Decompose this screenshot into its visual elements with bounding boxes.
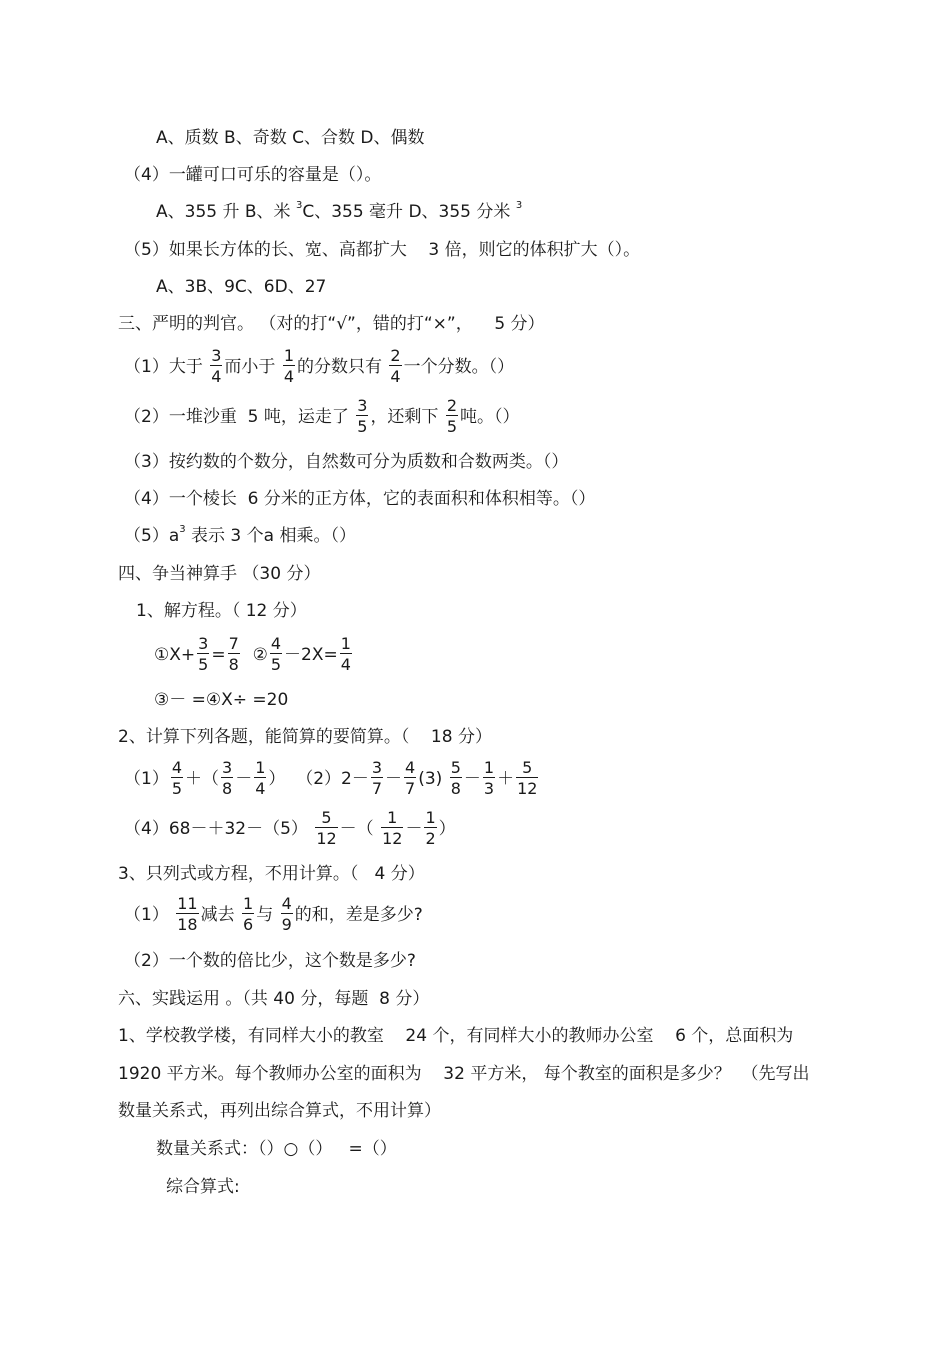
fraction xyxy=(176,895,198,933)
fraction-bar xyxy=(371,777,383,778)
fraction-bar xyxy=(270,653,282,654)
fraction xyxy=(424,809,436,847)
numerator: 4 xyxy=(171,758,183,777)
denominator: 5 xyxy=(357,417,368,436)
denominator: 2 xyxy=(425,829,436,848)
numerator: 3 xyxy=(198,634,209,653)
fraction-bar xyxy=(340,653,352,654)
judge-item-4: （4）一个棱长 6 分米的正方体，它的表面积和体积相等。（） xyxy=(124,489,596,509)
denominator: 7 xyxy=(405,779,416,798)
fraction-bar xyxy=(221,777,233,778)
fraction-bar xyxy=(389,365,401,366)
numerator: 1 xyxy=(340,634,351,653)
fraction-bar xyxy=(176,913,198,914)
section3-heading: 三、严明的判官。 （对的打“√”，错的打“×”， 5 分） xyxy=(118,314,545,334)
q4-text: （4）一罐可口可乐的容量是（）。 xyxy=(124,165,382,185)
formula-item-2: （2）一个数的倍比少，这个数是多少? xyxy=(124,951,416,971)
fraction xyxy=(210,347,222,385)
fraction xyxy=(381,809,403,847)
fraction-bar xyxy=(404,777,416,778)
denominator: 12 xyxy=(517,779,538,798)
fraction xyxy=(228,635,240,673)
fraction-bar xyxy=(356,415,368,416)
denominator: 12 xyxy=(382,829,403,848)
numerator: 1 xyxy=(387,808,398,827)
denominator: 8 xyxy=(228,655,239,674)
denominator: 3 xyxy=(483,779,495,798)
fraction-bar xyxy=(197,653,209,654)
q4-options: A、355 升 B、米 $^3$C、355 毫升 D、355 分米 $^3$ xyxy=(156,200,523,222)
judge-item-3: （3）按约数的个数分，自然数可分为质数和合数两类。（） xyxy=(124,452,569,472)
numerator: 5 xyxy=(450,758,461,777)
fraction xyxy=(340,635,352,673)
fraction xyxy=(283,347,295,385)
numerator: 2 xyxy=(390,346,401,365)
fraction-bar xyxy=(516,777,538,778)
denominator: 5 xyxy=(171,779,183,798)
denominator: 4 xyxy=(255,779,266,798)
fraction-bar xyxy=(228,653,240,654)
fraction xyxy=(242,895,254,933)
denominator: 4 xyxy=(283,367,295,386)
denominator: 8 xyxy=(450,779,461,798)
numerator: 11 xyxy=(177,894,198,913)
fraction xyxy=(389,347,401,385)
calc-row-2: （4）68－＋32－（5） $\frac{5}{12}$ －（ $\frac{1}{12}$ － $\frac{1}{2}$ ） xyxy=(124,808,456,848)
denominator: 7 xyxy=(371,779,383,798)
section4-heading: 四、争当神算手 （30 分） xyxy=(118,564,321,584)
numerator: 4 xyxy=(281,894,292,913)
fraction xyxy=(450,759,462,797)
solve-equations-heading: 1、解方程。（ 12 分） xyxy=(136,601,307,621)
superscript: 3 xyxy=(295,200,303,211)
fraction-bar xyxy=(450,777,462,778)
q3-options: A、质数 B、奇数 C、合数 D、偶数 xyxy=(156,128,425,148)
fraction xyxy=(254,759,266,797)
numerator: 4 xyxy=(270,634,282,653)
numerator: 1 xyxy=(425,808,436,827)
fraction xyxy=(281,895,293,933)
denominator: 5 xyxy=(270,655,282,674)
word-problem-line-2: 1920 平方米。每个教师办公室的面积为 32 平方米， 每个教室的面积是多少？ （先写出 xyxy=(118,1064,810,1084)
denominator: 9 xyxy=(281,915,292,934)
numerator: 7 xyxy=(228,634,239,653)
superscript: 3 xyxy=(179,524,186,535)
fraction xyxy=(356,397,368,435)
fraction xyxy=(446,397,458,435)
denominator: 18 xyxy=(177,915,198,934)
q5-text: （5）如果长方体的长、宽、高都扩大 3 倍，则它的体积扩大（）。 xyxy=(124,240,641,260)
judge-item-2: （2）一堆沙重 5 吨，运走了 $\frac{3}{5}$ ，还剩下 $\frac{2}{5}$ 吨。（） xyxy=(124,396,520,436)
fraction-bar xyxy=(242,913,254,914)
fraction xyxy=(315,809,337,847)
equations-row-2: ③－ =④X÷ =20 xyxy=(154,690,289,710)
numerator: 3 xyxy=(222,758,233,777)
superscript: 3 xyxy=(515,200,523,211)
denominator: 5 xyxy=(446,417,458,436)
fraction-bar xyxy=(315,827,337,828)
quantity-relation: 数量关系式：（）○（） =（） xyxy=(156,1139,397,1159)
fraction xyxy=(404,759,416,797)
fraction-bar xyxy=(283,365,295,366)
formula-item-1: （1） $\frac{11}{18}$ 减去 $\frac{1}{6}$ 与 $\frac{4}{9}$ 的和，差是多少? xyxy=(124,894,423,934)
fraction-bar xyxy=(210,365,222,366)
fraction-bar xyxy=(424,827,436,828)
judge-item-5: $(5)a^3$ 表示 3 个a 相乘。（） xyxy=(124,524,356,546)
denominator: 5 xyxy=(198,655,209,674)
numerator: 5 xyxy=(522,758,533,777)
equations-row-1: ①X+ $\frac{3}{5}$ = $\frac{7}{8}$ ② $\frac{4}{5}$ －2X= $\frac{1}{4}$ xyxy=(154,634,351,674)
denominator: 8 xyxy=(222,779,233,798)
calc-heading: 2、计算下列各题，能简算的要简算。（ 18 分） xyxy=(118,727,492,747)
judge-item-1: （1）大于 $\frac{3}{4}$ 而小于 $\frac{1}{4}$ 的分数只有 $\frac{2}{4}$ 一个分数。（） xyxy=(124,346,515,386)
fraction-bar xyxy=(381,827,403,828)
fraction-bar xyxy=(483,777,495,778)
fraction xyxy=(371,759,383,797)
fraction xyxy=(197,635,209,673)
fraction-bar xyxy=(446,415,458,416)
q5-options: A、3B、9C、6D、27 xyxy=(156,277,327,297)
fraction-bar xyxy=(281,913,293,914)
formula-heading: 3、只列式或方程，不用计算。（ 4 分） xyxy=(118,864,425,884)
section6-heading: 六、实践运用 。（共 40 分，每题 8 分） xyxy=(118,989,430,1009)
fraction-bar xyxy=(254,777,266,778)
word-problem-line-1: 1、学校教学楼，有同样大小的教室 24 个，有同样大小的教师办公室 6 个，总面积为 xyxy=(118,1026,794,1046)
fraction-bar xyxy=(171,777,183,778)
numerator: 1 xyxy=(255,758,266,777)
numerator: 2 xyxy=(446,396,458,415)
numerator: 4 xyxy=(405,758,416,777)
fraction xyxy=(483,759,495,797)
numerator: 1 xyxy=(483,758,495,777)
denominator: 4 xyxy=(390,367,401,386)
calc-row-1: （1） $\frac{4}{5}$ ＋（ $\frac{3}{8}$ － $\frac{1}{4}$ ） （2）2－ $\frac{3}{7}$ － $\frac{4}{7}$ (3) $\frac{5}{8}$ － $\frac{1}{3}$ ＋ $\frac{5}{12}$ xyxy=(124,758,538,798)
combined-formula-label: 综合算式: xyxy=(166,1177,240,1197)
numerator: 5 xyxy=(321,808,332,827)
denominator: 4 xyxy=(340,655,351,674)
numerator: 3 xyxy=(371,758,383,777)
fraction xyxy=(270,635,282,673)
fraction xyxy=(171,759,183,797)
denominator: 12 xyxy=(316,829,337,848)
numerator: 3 xyxy=(211,346,222,365)
fraction xyxy=(516,759,538,797)
denominator: 4 xyxy=(211,367,222,386)
numerator: 3 xyxy=(357,396,368,415)
numerator: 1 xyxy=(283,346,295,365)
word-problem-line-3: 数量关系式，再列出综合算式，不用计算） xyxy=(118,1101,441,1121)
fraction xyxy=(221,759,233,797)
denominator: 6 xyxy=(243,915,254,934)
numerator: 1 xyxy=(243,894,254,913)
